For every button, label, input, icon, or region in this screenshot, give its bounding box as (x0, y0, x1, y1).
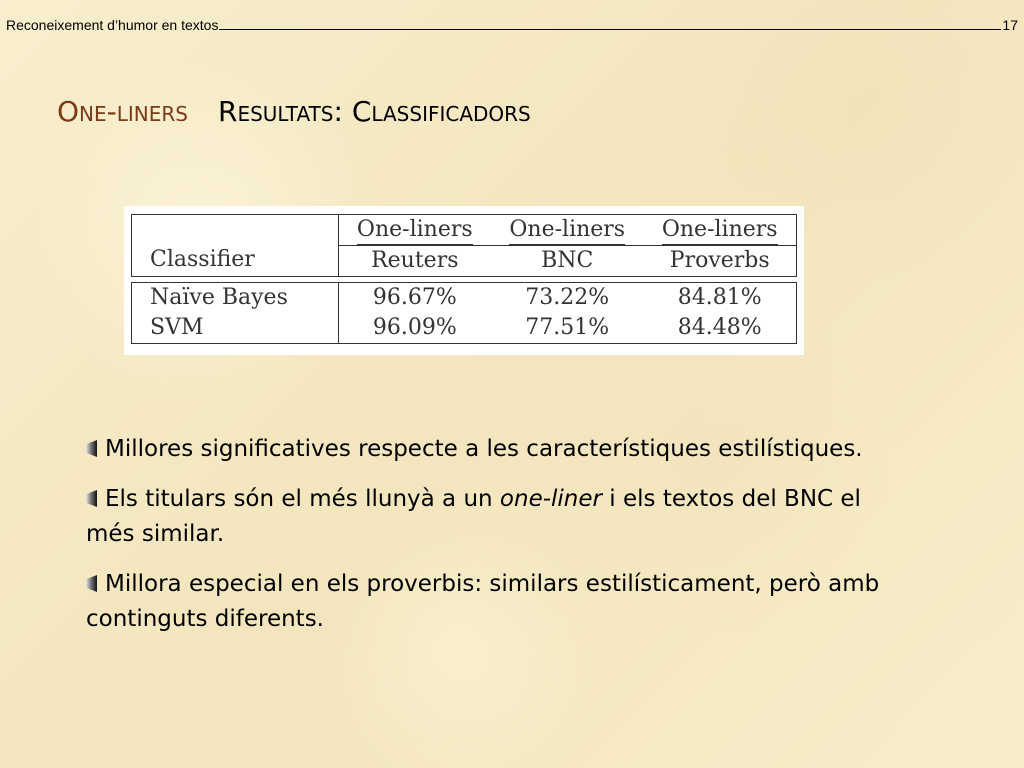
bullet-item (86, 482, 916, 552)
results-table-panel (124, 206, 804, 355)
slide-title (57, 94, 531, 130)
bullet-item (86, 567, 916, 637)
classifier-name: SVM (132, 313, 339, 344)
table-cell: 73.22% (525, 285, 610, 310)
table-cell: 96.09% (372, 315, 457, 340)
bullet-text-before: Els titulars són el més llunyà a un (105, 486, 500, 512)
table-header (132, 215, 797, 277)
column-header-bottom: BNC (541, 248, 594, 273)
slide-title-topic: One-liners (57, 95, 188, 128)
bullet-text: Millores significatives respecte a les característiques estilístiques. (105, 436, 863, 462)
slide-header (6, 11, 1018, 35)
bullet-marker-icon (86, 575, 97, 592)
bullet-marker-icon (86, 440, 97, 457)
bullet-list (86, 432, 916, 652)
table-cell: 84.81% (677, 285, 762, 310)
bullet-text-emphasis: one-liner (499, 486, 602, 512)
bullet-text: Millora especial en els proverbis: similars estilísticament, però amb continguts diferents. (86, 571, 880, 632)
table-cell: 77.51% (525, 315, 610, 340)
header-rule (219, 29, 1001, 30)
page-number: 17 (1002, 17, 1018, 33)
slide-title-section: Resultats: Classificadors (217, 95, 531, 128)
bullet-marker-icon (86, 490, 97, 507)
column-header-top: One-liners (491, 215, 643, 246)
table-cell: 96.67% (372, 285, 457, 310)
classifier-name: Naïve Bayes (132, 283, 339, 314)
column-header-bottom: Proverbs (669, 248, 770, 273)
table-row (132, 283, 797, 314)
table-cell: 84.48% (677, 315, 762, 340)
bullet-text-after: i els textos del BNC el més similar. (86, 486, 861, 547)
column-header-bottom: Reuters (371, 248, 459, 273)
table-row (132, 313, 797, 344)
results-table (131, 214, 797, 344)
column-header-top: One-liners (338, 215, 491, 246)
classifier-header: Classifier (132, 215, 339, 277)
table-body (132, 283, 797, 344)
presentation-title: Reconeixement d’humor en textos (6, 17, 219, 33)
bullet-item (86, 432, 916, 467)
table-header-row-top (132, 215, 797, 246)
column-header-top: One-liners (643, 215, 796, 246)
